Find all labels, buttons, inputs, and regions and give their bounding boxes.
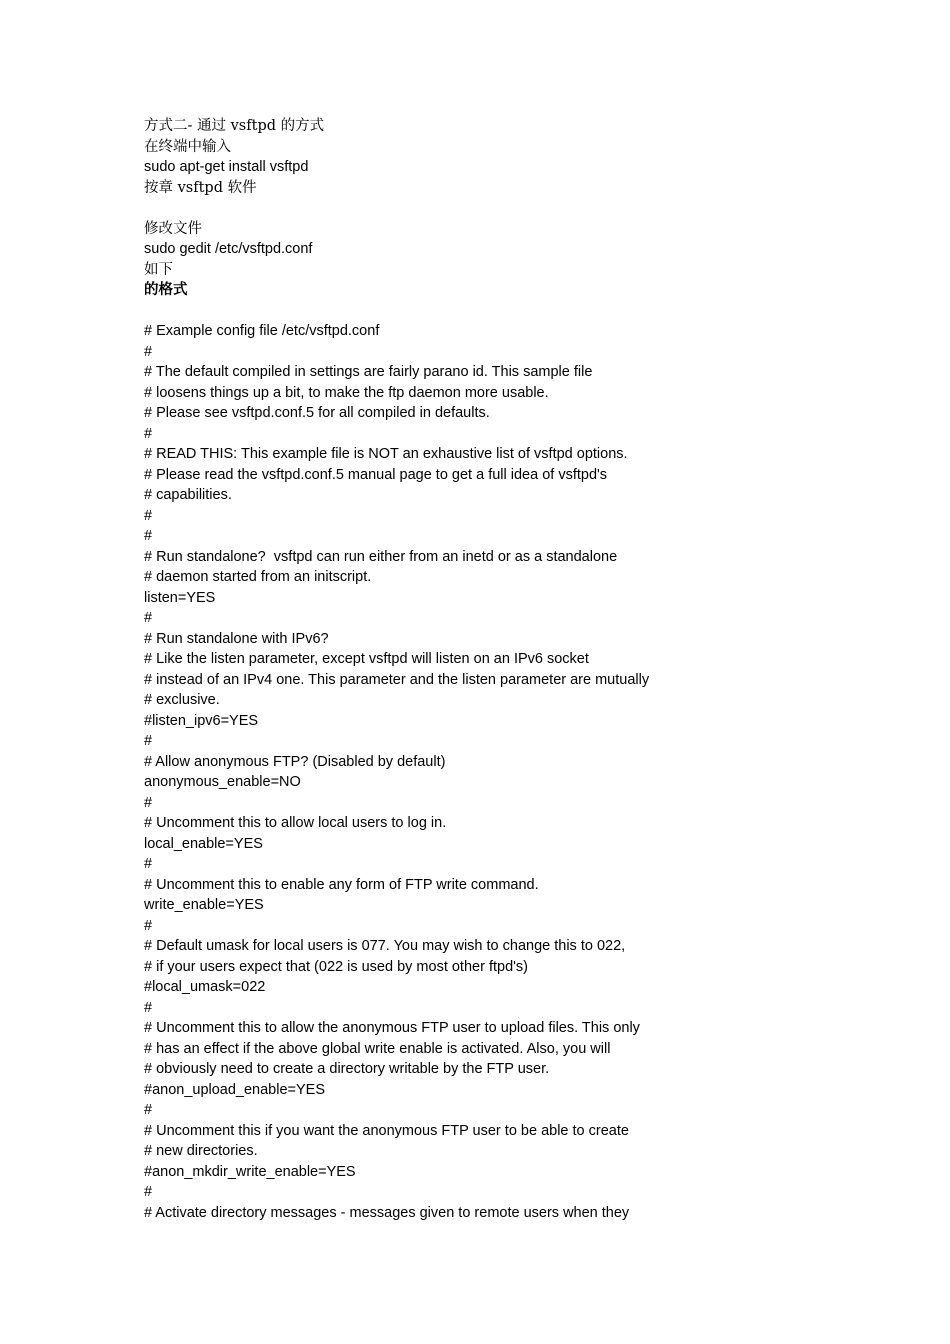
config-line: # Activate directory messages - messages given to remote users when they [144, 1204, 630, 1221]
instruction-text: 的格式 [144, 282, 188, 298]
config-line: # Example config file /etc/vsftpd.conf [144, 323, 380, 339]
config-line: # Uncomment this to allow the anonymous FTP user to upload files. This only [144, 1020, 640, 1036]
config-line: # daemon started from an initscript. [144, 569, 372, 585]
config-line: # Uncomment this to enable any form of FTP write command. [144, 876, 539, 893]
config-line: # Please read the vsftpd.conf.5 manual page to get a full idea of vsftpd's [144, 466, 608, 483]
config-line: #anon_mkdir_write_enable=YES [144, 1163, 356, 1180]
config-line: # instead of an IPv4 one. This parameter and the listen parameter are mutually [144, 671, 650, 688]
config-line: # Uncomment this if you want the anonymous FTP user to be able to create [144, 1122, 629, 1139]
config-line: # [144, 733, 153, 749]
config-line: # obviously need to create a directory writable by the FTP user. [144, 1061, 550, 1077]
config-line: # [144, 425, 153, 442]
instruction-text: 按章 vsftpd 软件 [144, 179, 257, 196]
config-line: # exclusive. [144, 692, 220, 708]
blank-line [144, 301, 864, 322]
config-line: # Default umask for local users is 077. You may wish to change this to 022, [144, 938, 626, 954]
config-line: # [144, 528, 153, 544]
config-line: listen=YES [144, 589, 216, 606]
config-line: # capabilities. [144, 487, 232, 503]
config-line: # has an effect if the above global write enable is activated. Also, you will [144, 1040, 611, 1057]
config-line: #listen_ipv6=YES [144, 712, 259, 729]
config-line: # [144, 794, 153, 811]
config-line: # loosens things up a bit, to make the ftp daemon more usable. [144, 384, 549, 401]
config-line: # [144, 343, 153, 360]
document-page [144, 116, 864, 1223]
config-line: # [144, 507, 153, 524]
config-line: write_enable=YES [144, 897, 264, 913]
config-line: # Uncomment this to allow local users to log in. [144, 815, 447, 831]
config-line: # [144, 856, 153, 872]
config-line: # new directories. [144, 1143, 258, 1159]
config-line: #anon_upload_enable=YES [144, 1081, 326, 1098]
instruction-text: 在终端中输入 [144, 138, 231, 155]
config-line: # [144, 1184, 153, 1200]
config-line: # if your users expect that (022 is used by most other ftpd's) [144, 958, 528, 975]
blank-line [144, 198, 864, 219]
config-line: # [144, 610, 153, 626]
edit-command: sudo gedit /etc/vsftpd.conf [144, 241, 313, 257]
config-line: # [144, 917, 153, 934]
config-line: local_enable=YES [144, 835, 263, 852]
config-line: # The default compiled in settings are fairly parano id. This sample file [144, 364, 593, 380]
config-line: # Allow anonymous FTP? (Disabled by default) [144, 753, 446, 770]
config-line: #local_umask=022 [144, 979, 266, 995]
instruction-text: 如下 [144, 261, 173, 278]
config-file-listing [144, 321, 864, 1223]
section-heading: 方式二- 通过 vsftpd 的方式 [144, 118, 325, 134]
instruction-text: 修改文件 [144, 220, 202, 237]
config-line: # Like the listen parameter, except vsftpd will listen on an IPv6 socket [144, 651, 589, 667]
config-line: # Run standalone with IPv6? [144, 630, 329, 647]
config-line: # [144, 999, 153, 1016]
config-line: anonymous_enable=NO [144, 774, 301, 790]
config-line: # Run standalone? vsftpd can run either from an inetd or as a standalone [144, 548, 618, 565]
config-line: # [144, 1102, 153, 1118]
config-line: # READ THIS: This example file is NOT an exhaustive list of vsftpd options. [144, 446, 628, 462]
config-line: # Please see vsftpd.conf.5 for all compiled in defaults. [144, 405, 490, 421]
install-command: sudo apt-get install vsftpd [144, 159, 309, 175]
